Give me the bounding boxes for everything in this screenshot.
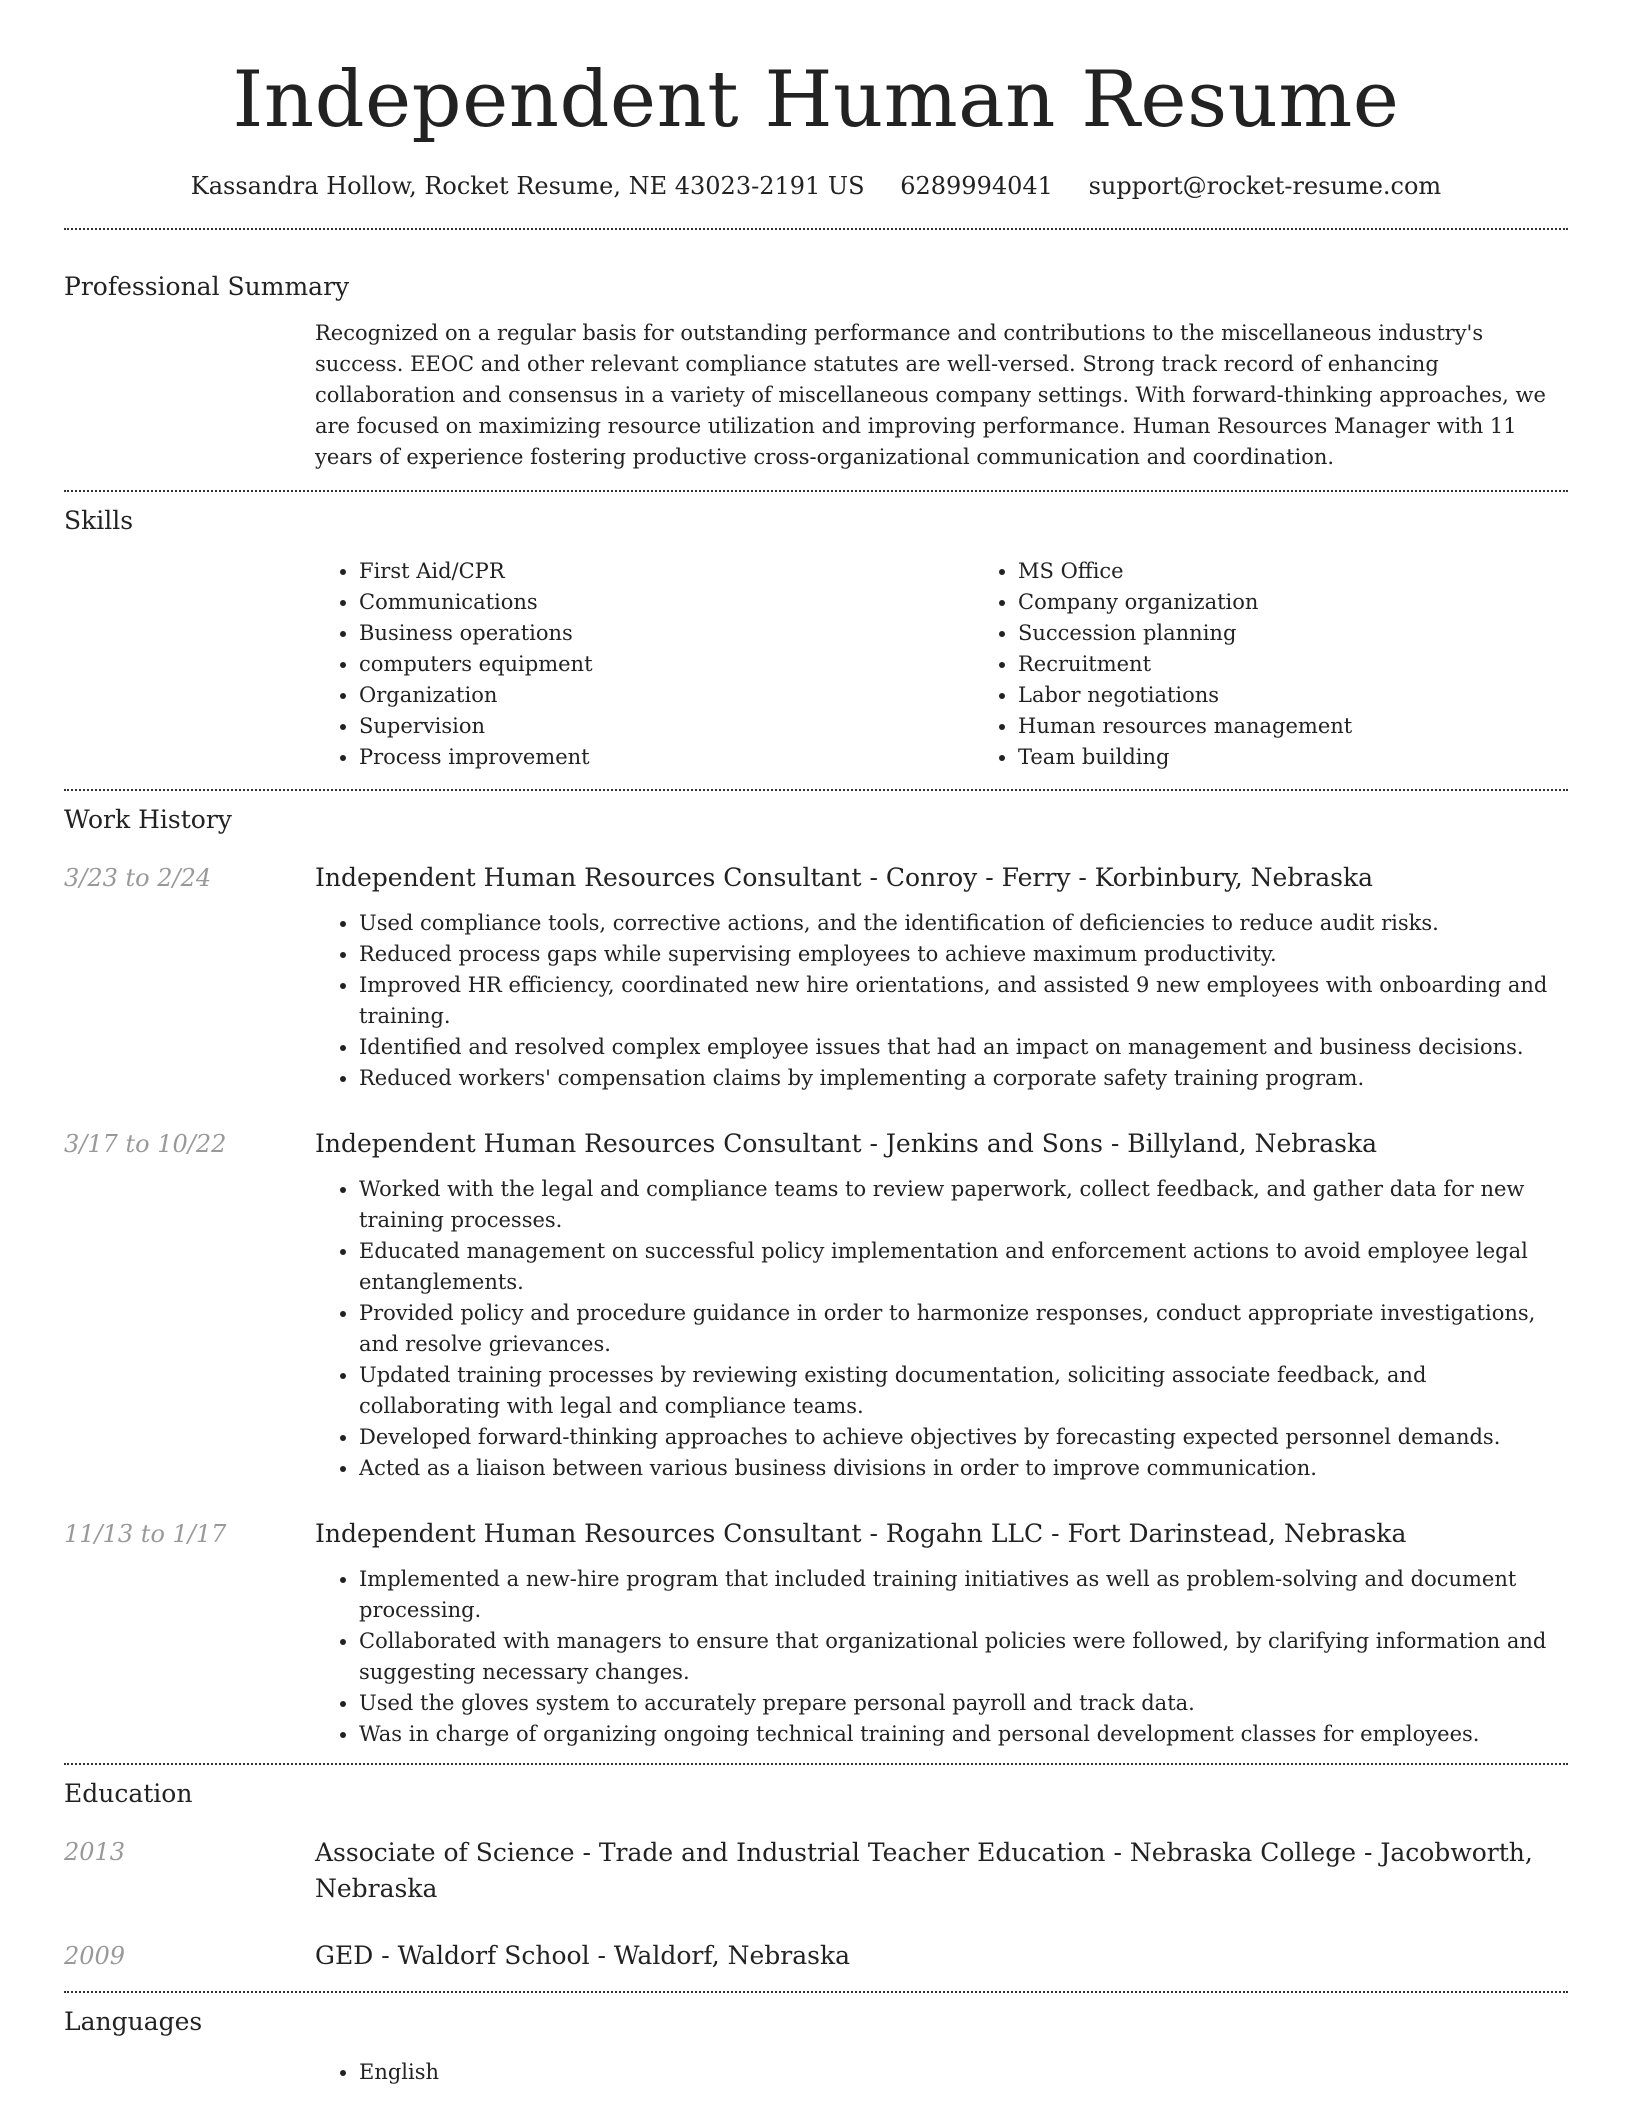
education-entry	[64, 1939, 1568, 1973]
job-title: Independent Human Resources Consultant - Conroy - Ferry - Korbinbury, Nebraska	[315, 863, 1374, 892]
skill-item: • Team building	[1018, 742, 1632, 773]
section-title-work: Work History	[64, 805, 232, 834]
job-bullet: • Implemented a new-hire program that included training initiatives as well as problem-solving and document processing.	[359, 1564, 1568, 1626]
section-title-skills: Skills	[64, 506, 134, 535]
contact-phone: 6289994041	[900, 172, 1053, 200]
skills-list-right	[974, 556, 1632, 773]
job-bullet: • Reduced process gaps while supervising employees to achieve maximum productivity.	[359, 939, 1568, 970]
skill-item: • Organization	[359, 680, 974, 711]
skills-section	[64, 504, 1568, 773]
job-title: Independent Human Resources Consultant - Jenkins and Sons - Billyland, Nebraska	[315, 1129, 1378, 1158]
job-title: Independent Human Resources Consultant - Rogahn LLC - Fort Darinstead, Nebraska	[315, 1519, 1407, 1548]
job-dates: 3/23 to 2/24	[64, 864, 212, 892]
skill-item: • Supervision	[359, 711, 974, 742]
skills-list-left	[315, 556, 974, 773]
skill-item: • Human resources management	[1018, 711, 1632, 742]
summary-text: Recognized on a regular basis for outstanding performance and contributions to the miscellaneous industry's success. EEOC and other relevant compliance statutes are well-versed. Strong track record of enhancing collaboration and consensus in a variety of miscellaneous company settings. With forward-thinking approaches, we are focused on maximizing resource utilization and improving performance. Human Resources Manager with 11 years of experience fostering productive cross-organizational communication and coordination.	[315, 321, 1546, 469]
section-title-summary: Professional Summary	[64, 272, 350, 301]
job-bullet: • Updated training processes by reviewing existing documentation, soliciting associate feedback, and collaborating with legal and compliance teams.	[359, 1360, 1568, 1422]
job-bullet: • Used the gloves system to accurately prepare personal payroll and track data.	[359, 1688, 1568, 1719]
job-bullet: • Acted as a liaison between various business divisions in order to improve communication.	[359, 1453, 1568, 1484]
summary-row	[64, 318, 1568, 473]
section-title-education: Education	[64, 1779, 193, 1808]
skill-item: • MS Office	[1018, 556, 1632, 587]
skill-item: • Business operations	[359, 618, 974, 649]
job-bullet: • Identified and resolved complex employee issues that had an impact on management and business decisions.	[359, 1032, 1568, 1063]
job-dates: 3/17 to 10/22	[64, 1130, 227, 1158]
skill-item: • computers equipment	[359, 649, 974, 680]
job-bullet: • Educated management on successful policy implementation and enforcement actions to avoid employee legal entanglements.	[359, 1236, 1568, 1298]
summary-section	[64, 270, 1568, 473]
job-bullet: • Was in charge of organizing ongoing technical training and personal development classes for employees.	[359, 1719, 1568, 1750]
divider	[64, 1991, 1568, 1993]
resume-name: Independent Human Resume	[232, 55, 1400, 145]
skill-item: • Succession planning	[1018, 618, 1632, 649]
languages-section	[64, 2005, 1568, 2088]
skill-item: • Labor negotiations	[1018, 680, 1632, 711]
skill-item: • Recruitment	[1018, 649, 1632, 680]
job-bullet: • Provided policy and procedure guidance in order to harmonize responses, conduct appropriate investigations, and resolve grievances.	[359, 1298, 1568, 1360]
education-degree: Associate of Science - Trade and Industrial Teacher Education - Nebraska College - Jacobworth, Nebraska	[315, 1838, 1533, 1903]
contact-address: Kassandra Hollow, Rocket Resume, NE 43023-2191 US	[190, 172, 865, 200]
divider	[64, 490, 1568, 492]
contact-email: support@rocket-resume.com	[1088, 172, 1442, 200]
skill-item: • Process improvement	[359, 742, 974, 773]
education-year: 2013	[64, 1838, 126, 1866]
job-entry	[64, 1127, 1568, 1484]
education-degree: GED - Waldorf School - Waldorf, Nebraska	[315, 1941, 850, 1970]
education-section	[64, 1777, 1568, 1973]
job-bullet: • Worked with the legal and compliance teams to review paperwork, collect feedback, and gather data for new training processes.	[359, 1174, 1568, 1236]
languages-list	[315, 2057, 1568, 2088]
language-item: • English	[359, 2057, 1568, 2088]
job-bullet: • Used compliance tools, corrective actions, and the identification of deficiencies to reduce audit risks.	[359, 908, 1568, 939]
job-bullets	[315, 1174, 1568, 1484]
work-section	[64, 803, 1568, 1750]
skill-item: • Company organization	[1018, 587, 1632, 618]
education-entry	[64, 1835, 1568, 1907]
job-bullet: • Collaborated with managers to ensure that organizational policies were followed, by clarifying information and suggesting necessary changes.	[359, 1626, 1568, 1688]
job-bullet: • Improved HR efficiency, coordinated new hire orientations, and assisted 9 new employees with onboarding and training.	[359, 970, 1568, 1032]
section-title-languages: Languages	[64, 2007, 203, 2036]
job-bullets	[315, 1564, 1568, 1750]
divider	[64, 1763, 1568, 1765]
skills-row	[64, 556, 1568, 773]
divider	[64, 789, 1568, 791]
job-bullets	[315, 908, 1568, 1094]
skill-item: • First Aid/CPR	[359, 556, 974, 587]
education-year: 2009	[64, 1942, 126, 1970]
contact-line	[64, 170, 1568, 202]
languages-row	[64, 2057, 1568, 2088]
divider	[64, 228, 1568, 230]
job-entry	[64, 861, 1568, 1094]
job-dates: 11/13 to 1/17	[64, 1520, 227, 1548]
job-bullet: • Developed forward-thinking approaches to achieve objectives by forecasting expected personnel demands.	[359, 1422, 1568, 1453]
skill-item: • Communications	[359, 587, 974, 618]
job-entry	[64, 1517, 1568, 1750]
job-bullet: • Reduced workers' compensation claims by implementing a corporate safety training program.	[359, 1063, 1568, 1094]
